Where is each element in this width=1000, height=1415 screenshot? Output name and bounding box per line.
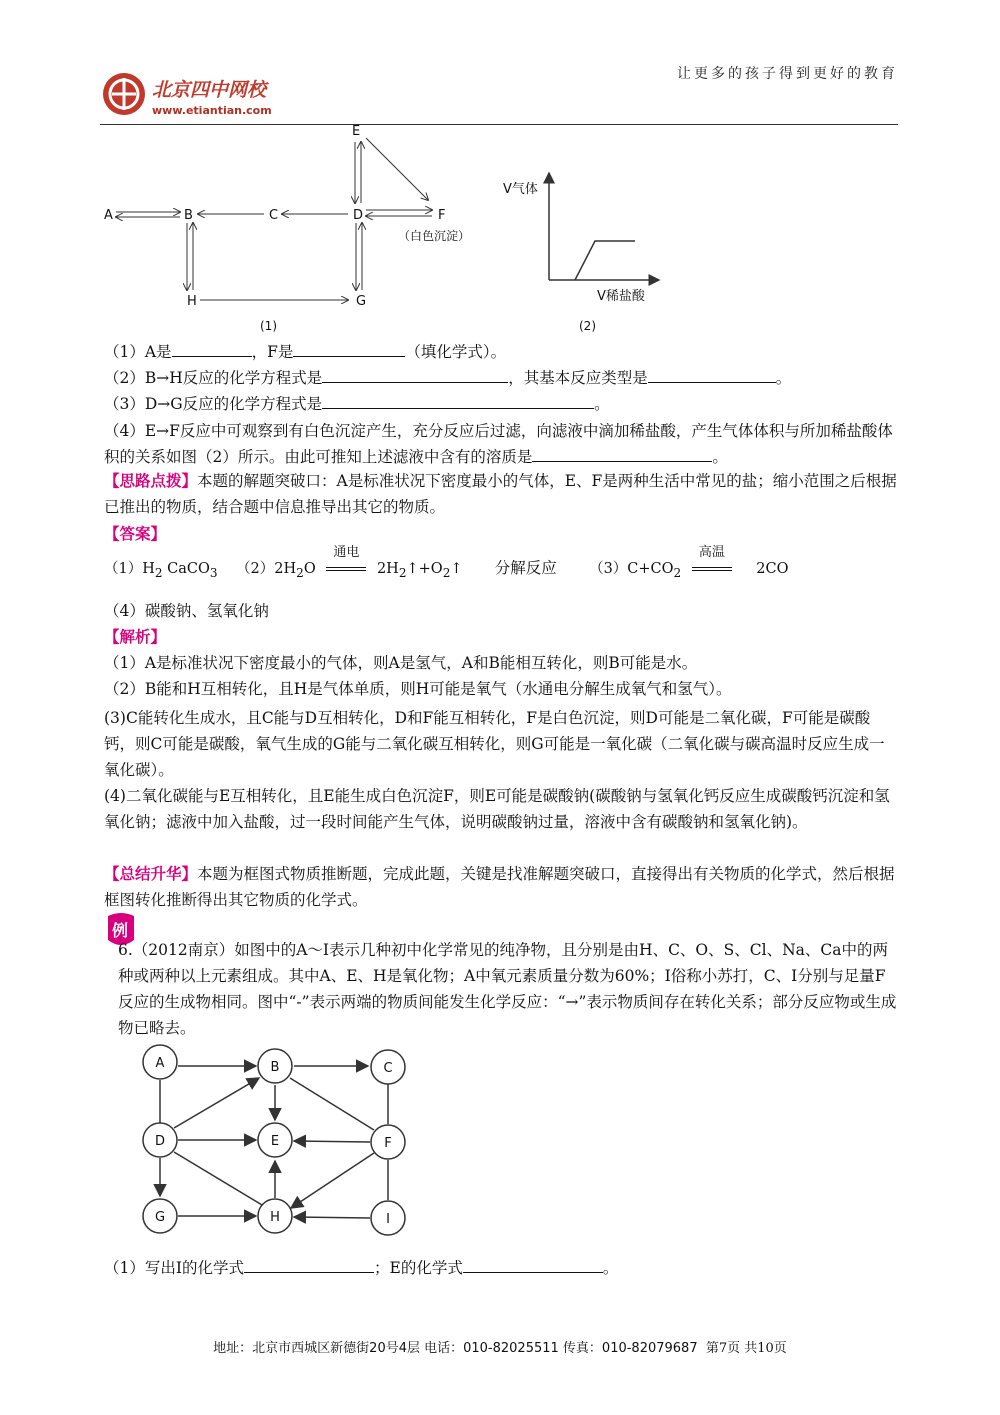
page-number: 第7页 共10页 (705, 1341, 787, 1356)
diagram1-caption: (1) (260, 319, 277, 333)
analysis-line-1: （1）A是标准状况下密度最小的气体，则A是氢气，A和B能相互转化，则B可能是水。 (104, 654, 698, 672)
label-C: C (383, 1061, 393, 1076)
question-1: （1）A是 ，F是 （填化学式）。 (104, 340, 900, 362)
hint-tag: 【思路点拨】 (104, 472, 198, 490)
analysis-line-4: (4)二氧化碳能与E互相转化，且E能生成白色沉淀F，则E可能是碳酸钠(碳酸钠与氢氧化钙反应生成碳酸钙沉淀和氢氧化钠；滤液中加入盐酸，过一段时间能产生气体，说明碳酸钠过量，溶液中含有碳酸钠和氢氧化钠)。 (104, 787, 890, 831)
node-H: H (187, 294, 197, 309)
label-B: B (270, 1060, 280, 1075)
white-precipitate-label: （白色沉淀） (398, 229, 471, 243)
node-B: B (184, 208, 193, 223)
question-4: （4）E→F反应中可观察到有白色沉淀产生，充分反应后过滤，向滤液中滴加稀盐酸，产生气体体积与所加稀盐酸体积的关系如图（2）所示。由此可推知上述滤液中含有的溶质是 。 (104, 422, 893, 466)
school-logo (100, 70, 300, 122)
label-I: I (386, 1212, 390, 1227)
answer-blank-a[interactable] (172, 340, 252, 357)
slogan: 让更多的孩子得到更好的教育 (677, 66, 898, 82)
page-footer (0, 1337, 1000, 1356)
analysis-tag: 【解析】 (104, 628, 167, 646)
example-text: 6.（2012南京）如图中的A～I表示几种初中化学常见的纯净物，且分别是由H、C、O、S、Cl、Na、Ca中的两种或两种以上元素组成。其中A、E、H是氧化物；A中氧元素质量分数为60%；I俗称小苏打，C、I分别与足量F反应的生成物相同。图中“-”表示两端的物质间能发生化学反应：“→”表示物质间存在转化关系；部分反应物或生成物已略去。 (118, 941, 897, 1037)
question-3: （3）D→G反应的化学方程式是 。 (104, 392, 900, 414)
answer-blank-i[interactable] (244, 1256, 374, 1273)
condition-high-temperature: 高温 (690, 559, 734, 579)
hint-paragraph: 【思路点拨】本题的解题突破口：A是标准状况下密度最小的气体，E、F是两种生活中常见的盐；缩小范围之后根据已推出的物质，结合题中信息推导出其它的物质。 (104, 472, 897, 516)
node-G: G (356, 294, 367, 309)
condition-electrolysis: 通电 (324, 559, 368, 579)
answer-blank-equation-bh[interactable] (322, 366, 508, 383)
relation-diagram (130, 1040, 430, 1240)
node-A: A (104, 208, 113, 223)
question-2: （2）B→H反应的化学方程式是 ，其基本反应类型是 。 (104, 366, 900, 388)
y-axis-label: V气体 (503, 182, 538, 197)
answer-tag: 【答案】 (104, 525, 167, 543)
node-E: E (352, 124, 361, 139)
summary-paragraph: 【总结升华】本题为框图式物质推断题，完成此题，关键是找准解题突破口，直接得出有关物质的化学式，然后根据框图转化推断得出其它物质的化学式。 (104, 865, 895, 909)
answer-blank-e[interactable] (463, 1256, 603, 1273)
node-D: D (353, 208, 364, 223)
label-E: E (270, 1134, 280, 1149)
answer-blank-equation-dg[interactable] (322, 392, 594, 409)
analysis-line-2: （2）B能和H互相转化，且H是气体单质，则H可能是氧气（水通电分解生成氧气和氢气）。 (104, 680, 732, 698)
label-D: D (154, 1134, 166, 1149)
label-F: F (384, 1136, 392, 1151)
label-A: A (155, 1056, 165, 1071)
summary-tag: 【总结升华】 (104, 865, 198, 883)
x-axis-label: V稀盐酸 (597, 289, 645, 304)
gas-volume-curve (575, 241, 635, 280)
flow-diagram-1 (100, 120, 500, 335)
gas-volume-graph (495, 165, 675, 335)
footer-address: 地址：北京市西城区新德街20号4层 电话：010-82025511 传真：010-82079687 (213, 1341, 698, 1356)
answer-line-1: $(1)H_2$ CaCO$_3$ $(2)2H_2O$ 通电 $2H_2↑+O_2↑$ 分解反应 $(3)C+CO_2$ 高温 2CO (104, 545, 789, 580)
node-C: C (269, 208, 279, 223)
label-H: H (270, 1210, 280, 1225)
label-G: G (154, 1210, 166, 1225)
answer-blank-f[interactable] (293, 340, 405, 357)
answer-blank-reaction-type[interactable] (648, 366, 776, 383)
example-badge-label: 例 (112, 921, 129, 940)
node-F: F (438, 208, 446, 223)
answer-blank-solutes[interactable] (532, 445, 712, 462)
example-question-1: （1）写出I的化学式 ；E的化学式 。 (104, 1256, 900, 1278)
analysis-line-3: (3)C能转化生成水，且C能与D互相转化，D和F能互相转化，F是白色沉淀，则D可能是二氧化碳，F可能是碳酸钙，则C可能是碳酸，氧气生成的G能与二氧化碳互相转化，则G可能是一氧化碳（二氧化碳与碳高温时反应生成一氧化碳）。 (104, 709, 885, 779)
answer-line-4: （4）碳酸钠、氢氧化钠 (104, 602, 269, 620)
logo-name: 北京四中网校 (152, 79, 267, 101)
logo-url: www.etiantian.com (152, 104, 272, 117)
diagram2-caption: (2) (579, 319, 596, 333)
